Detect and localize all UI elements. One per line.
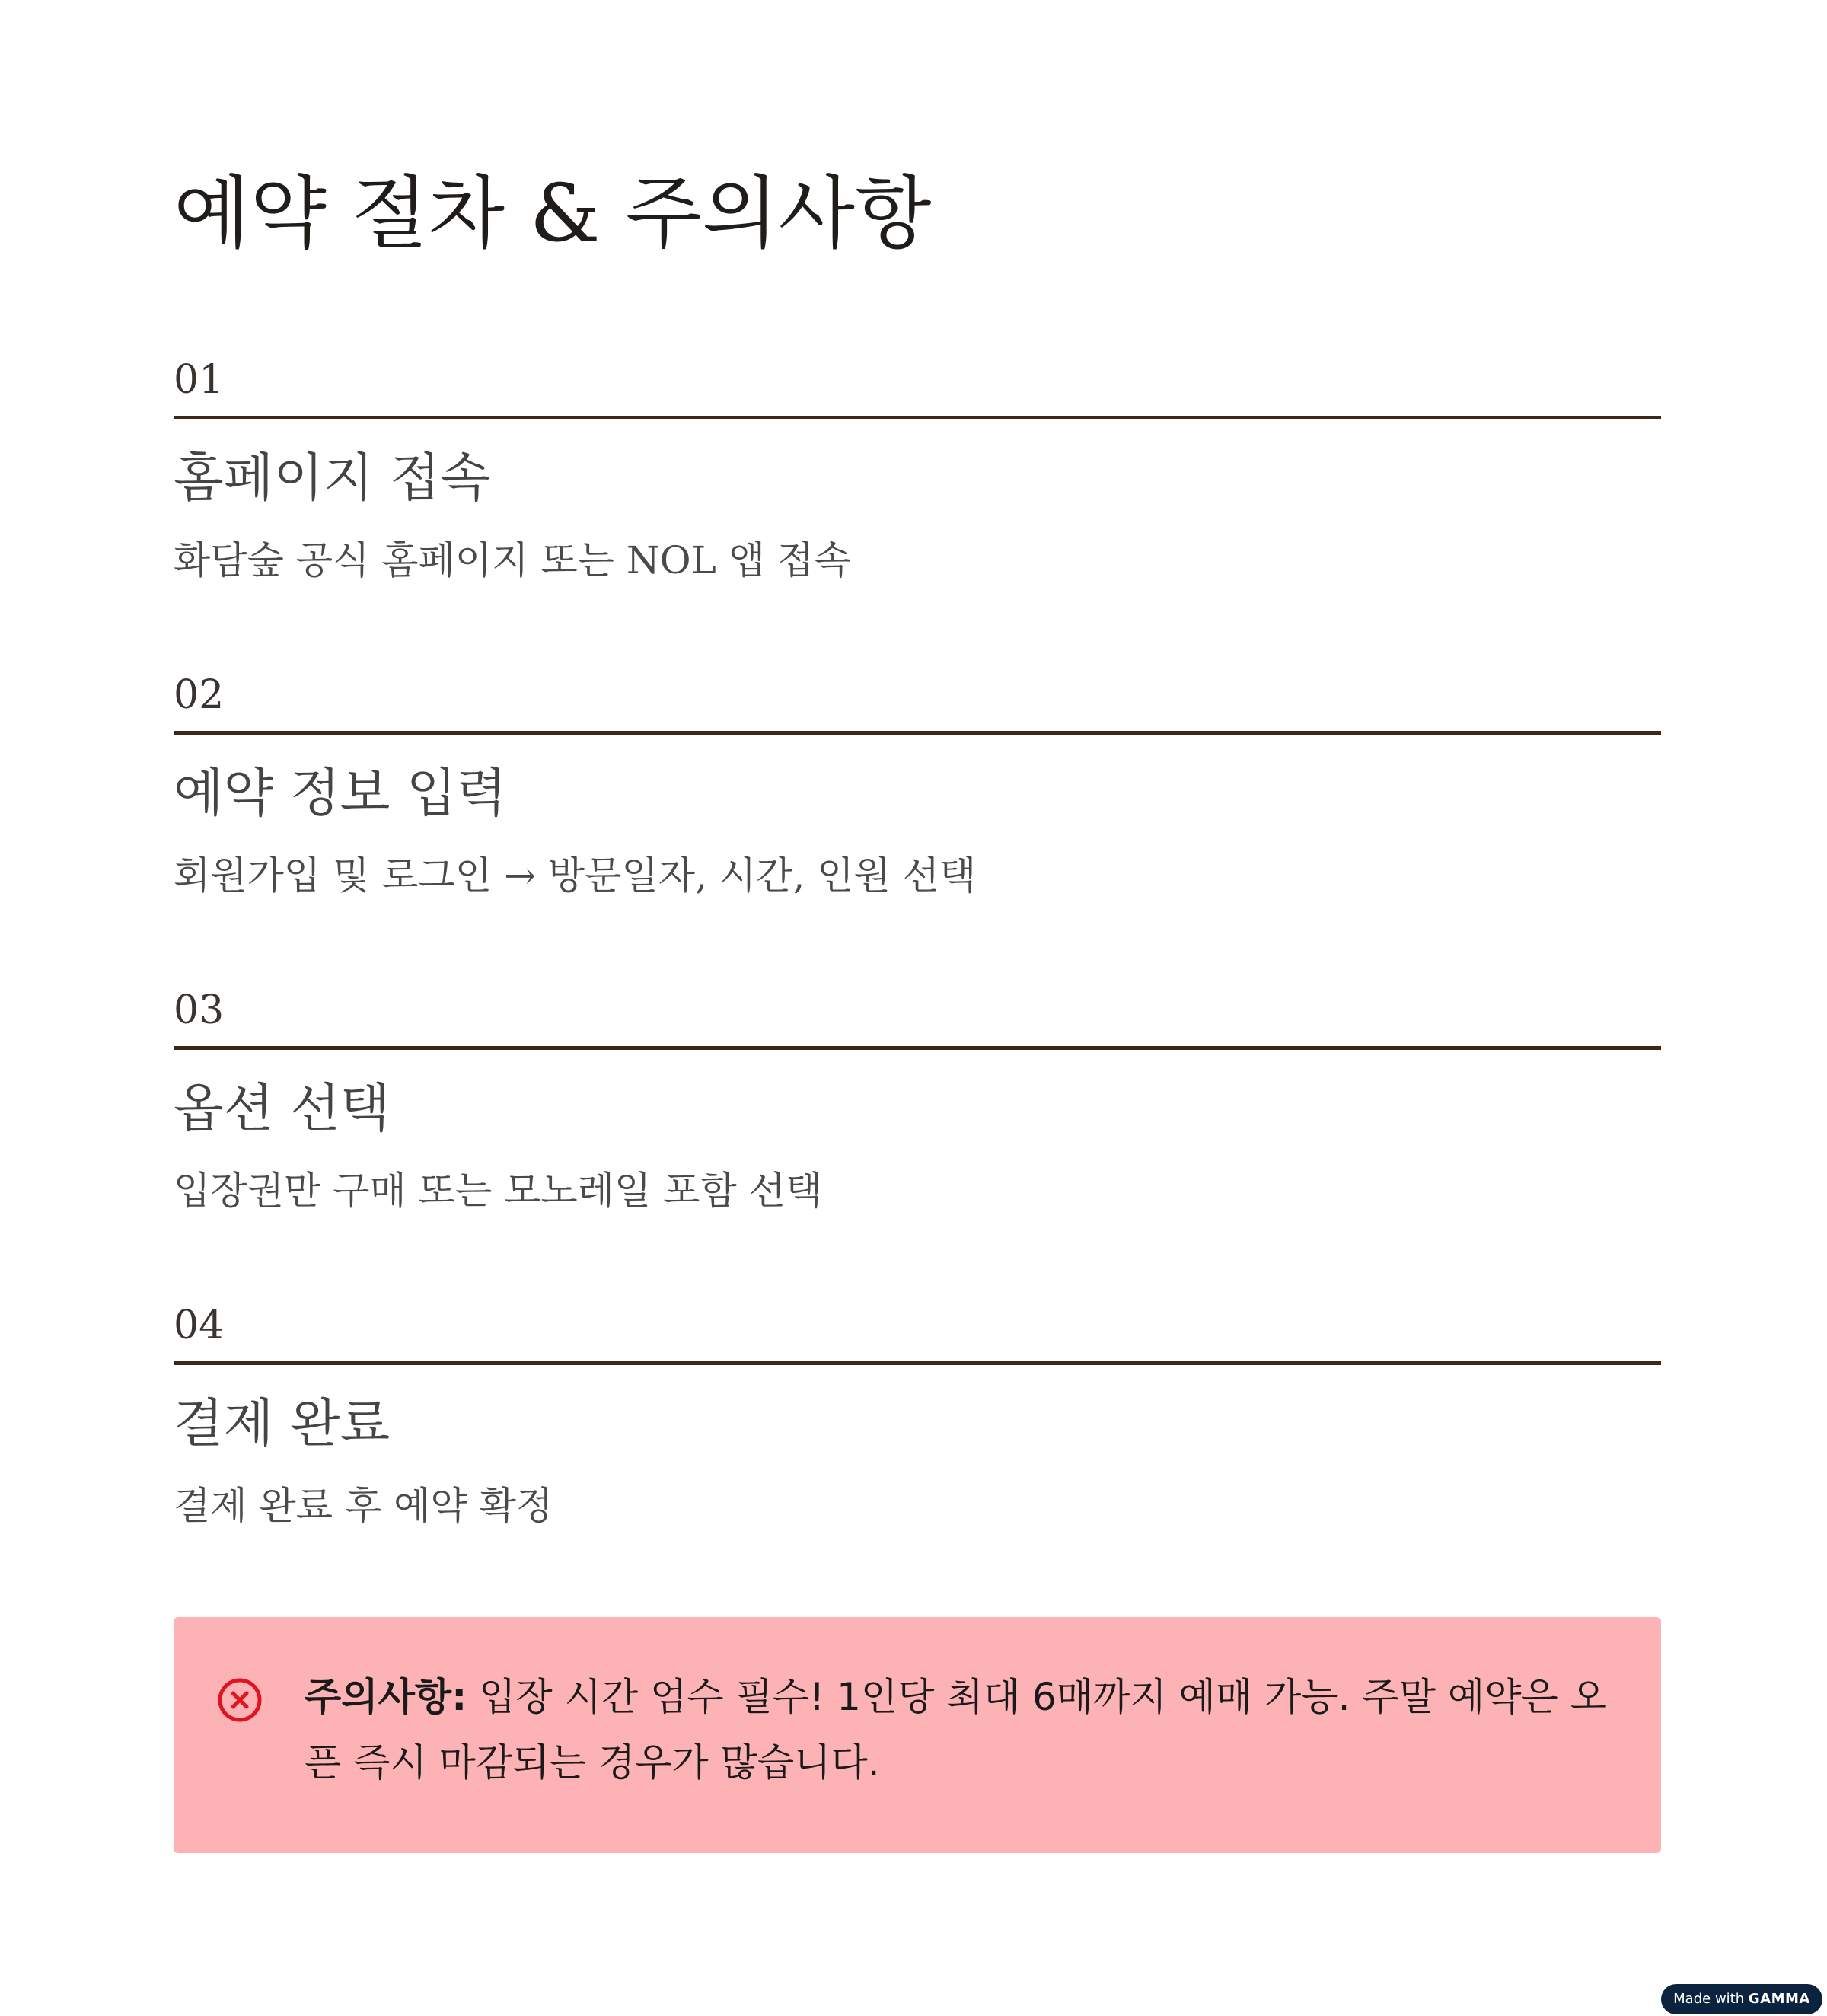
step-number: 02 (174, 672, 225, 718)
step-item (174, 671, 1661, 987)
gamma-logo: GAMMA (1748, 1991, 1810, 2007)
made-with-gamma-badge[interactable] (1661, 1984, 1822, 2014)
step-number: 03 (174, 987, 225, 1033)
step-description: 입장권만 구매 또는 모노레일 포함 선택 (174, 1169, 823, 1213)
step-divider (174, 731, 1661, 735)
step-number: 01 (174, 357, 225, 403)
step-description: 결제 완료 후 예약 확정 (174, 1484, 553, 1528)
notice-callout (174, 1617, 1661, 1853)
step-title: 결제 완료 (174, 1394, 391, 1454)
step-item (174, 1302, 1661, 1617)
step-number: 04 (174, 1303, 225, 1348)
badge-prefix: Made with (1673, 1991, 1749, 2007)
step-divider (174, 1361, 1661, 1365)
step-description: 화담숲 공식 홈페이지 또는 NOL 앱 접속 (174, 538, 851, 582)
steps-list (174, 356, 1661, 1617)
step-divider (174, 1046, 1661, 1050)
page-title: 예약 절차 & 주의사항 (174, 167, 932, 260)
step-description: 회원가입 및 로그인 → 방문일자, 시간, 인원 선택 (174, 853, 977, 898)
step-title: 홈페이지 접속 (174, 448, 490, 509)
step-divider (174, 416, 1661, 419)
error-circle-x-icon (216, 1676, 263, 1724)
step-title: 예약 정보 입력 (174, 764, 507, 824)
notice-label: 주의사항: (304, 1675, 467, 1719)
notice-body: 입장 시간 엄수 필수! 1인당 최대 6매까지 예매 가능. 주말 예약은 오픈 즉시 마감되는 경우가 많습니다. (304, 1675, 1607, 1785)
step-item (174, 987, 1661, 1302)
step-title: 옵션 선택 (174, 1079, 391, 1139)
notice-text (304, 1664, 1629, 1795)
step-item (174, 356, 1661, 671)
